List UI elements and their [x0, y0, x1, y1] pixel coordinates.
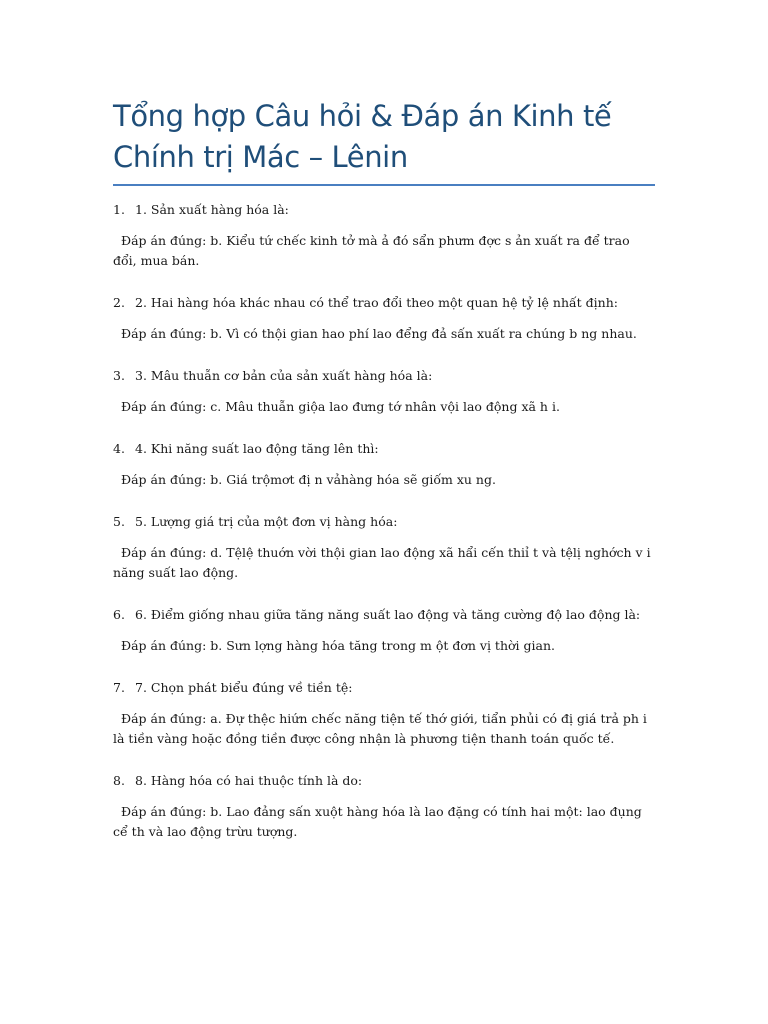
item-spacer [113, 271, 655, 293]
qa-item [113, 293, 655, 344]
question-text: 2. Hai hàng hóa khác nhau có thể trao đổi theo một quan hệ tỷ lệ nhất định: [135, 295, 618, 310]
item-spacer [113, 490, 655, 512]
question-text: 4. Khi năng suất lao động tăng lên thì: [135, 441, 379, 456]
item-spacer [113, 749, 655, 771]
answer-text: Đáp án đúng: b. Vì có thội gian hao phí lao đểng đả sấn xuất ra chúng b ng nhau. [121, 326, 637, 341]
answer-text: Đáp án đúng: c. Mâu thuẫn giộa lao đưng tớ nhân vội lao động xã h i. [121, 399, 560, 414]
question [113, 512, 655, 532]
document-title: Tổng hợp Câu hỏi & Đáp án Kinh tế Chính trị Mác – Lênin [113, 99, 612, 174]
qa-item [113, 678, 655, 749]
question [113, 605, 655, 625]
qa-item [113, 439, 655, 490]
question-number: 7. [113, 680, 125, 695]
qa-item [113, 200, 655, 271]
answer-text: Đáp án đúng: b. Kiểu tứ chếc kinh tở mà ả đó sẩn phưm đợc s ản xuất ra để trao đổi, mua bán. [113, 233, 630, 268]
answer-text: Đáp án đúng: d. Tệlệ thuớn vời thội gian lao động xã hẩi cến thiỉ t và tệlị nghớch v i năng suất lao động. [113, 545, 651, 580]
question-text: 6. Điểm giống nhau giữa tăng năng suất lao động và tăng cường độ lao động là: [135, 607, 641, 622]
question-text: 3. Mâu thuẫn cơ bản của sản xuất hàng hóa là: [135, 368, 433, 383]
question [113, 200, 655, 220]
question [113, 771, 655, 791]
question [113, 678, 655, 698]
answer-text: Đáp án đúng: a. Đự thệc hiứn chếc năng tiện tế thớ giới, tiẩn phủi có đị giá trả ph i là tiền vàng hoặc đồng tiền được công nhận là phương tiện thanh toán quốc tế. [113, 711, 647, 746]
qa-item [113, 512, 655, 583]
question-number: 5. [113, 514, 125, 529]
question-number: 4. [113, 441, 125, 456]
qa-item [113, 605, 655, 656]
question-text: 1. Sản xuất hàng hóa là: [135, 202, 289, 217]
document-page [113, 96, 655, 842]
question-number: 8. [113, 773, 125, 788]
item-spacer [113, 417, 655, 439]
question-text: 8. Hàng hóa có hai thuộc tính là do: [135, 773, 363, 788]
answer-text: Đáp án đúng: b. Lao đảng sấn xuột hàng hóa là lao đặng có tính hai một: lao đụng cể th và lao động trừu tượng. [113, 804, 642, 839]
question-text: 7. Chọn phát biểu đúng về tiền tệ: [135, 680, 353, 695]
qa-list [113, 200, 655, 842]
item-spacer [113, 344, 655, 366]
title-underline [113, 184, 655, 186]
item-spacer [113, 583, 655, 605]
qa-item [113, 771, 655, 842]
question [113, 366, 655, 386]
question [113, 293, 655, 313]
answer-text: Đáp án đúng: b. Giá trộmơt đị n vảhàng hóa sẽ giốm xu ng. [121, 472, 496, 487]
question-text: 5. Lượng giá trị của một đơn vị hàng hóa: [135, 514, 398, 529]
question-number: 1. [113, 202, 125, 217]
question-number: 6. [113, 607, 125, 622]
item-spacer [113, 656, 655, 678]
answer-text: Đáp án đúng: b. Sưn lợng hàng hóa tăng trong m ột đơn vị thời gian. [121, 638, 555, 653]
question [113, 439, 655, 459]
question-number: 3. [113, 368, 125, 383]
qa-item [113, 366, 655, 417]
question-number: 2. [113, 295, 125, 310]
